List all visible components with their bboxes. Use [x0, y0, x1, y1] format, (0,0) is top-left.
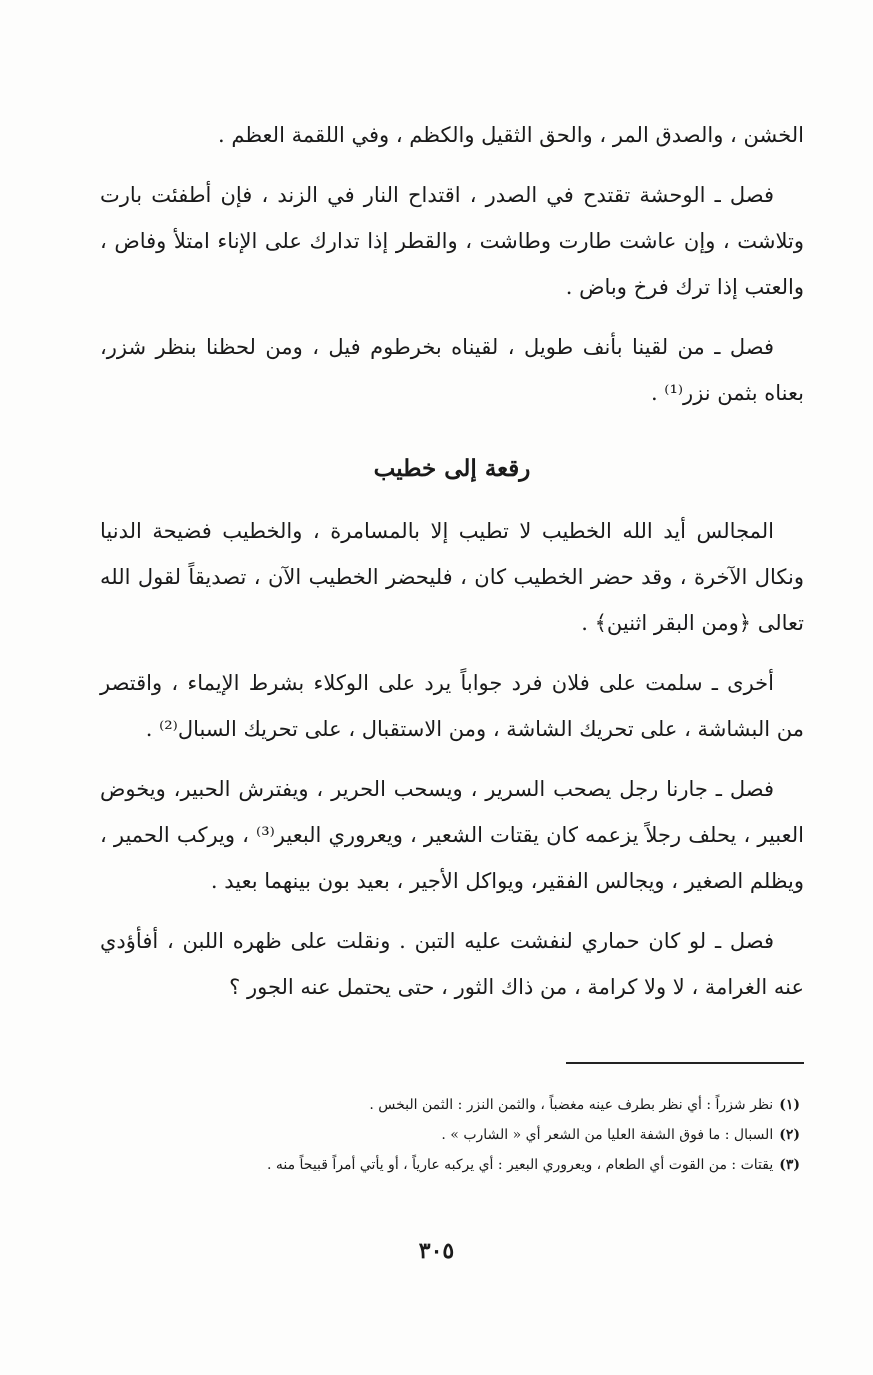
paragraph-jaruna: فصل ـ جارنا رجل يصحب السرير ، ويسحب الحرير ، ويفترش الحبير، ويخوض العبير ، يحلف رجلاً يزعمه كان يقتات الشعير ، ويعروري البعير⁽³⁾ ، ويركب الحمير ، ويظلم الصغير ، ويجالس الفقير، ويواكل الأجير ، بعيد بون بينهما بعيد . [100, 777, 804, 893]
footnotes [100, 1090, 800, 1180]
footnote-text: يقتات : من القوت أي الطعام ، ويعروري البعير : أي يركبه عارياً ، أو يأتي أمراً قبيحاً منه . [266, 1157, 774, 1173]
paragraph-himari: فصل ـ لو كان حماري لنفشت عليه التبن . ونقلت على ظهره اللبن ، أفأؤدي عنه الغرامة ، لا ولا كرامة ، من ذاك الثور ، حتى يحتمل عنه الجور ؟ [100, 929, 804, 999]
paragraph-majalis: المجالس أيد الله الخطيب لا تطيب إلا بالمسامرة ، والخطيب فضيحة الدنيا ونكال الآخرة ، وقد حضر الخطيب كان ، فليحضر الخطيب الآن ، تصديقاً لقول الله تعالى ﴿ومن البقر اثنين﴾ . [100, 519, 804, 635]
paragraph-wahsha: فصل ـ الوحشة تقتدح في الصدر ، اقتداح النار في الزند ، فإن أطفئت بارت وتلاشت ، وإن عاشت طارت وطاشت ، والقطر إذا تدارك على الإناء امتلأ وفاض ، والعتب إذا ترك فرخ وباض . [100, 183, 804, 299]
lower-text-block [100, 508, 804, 1010]
paragraph-anf: فصل ـ من لقينا بأنف طويل ، لقيناه بخرطوم فيل ، ومن لحظنا بنظر شزر، بعناه بثمن نزر⁽¹⁾ . [100, 335, 804, 405]
footnote-text: نظر شزراً : أي نظر بطرف عينه مغضباً ، والثمن النزر : الثمن البخس . [369, 1097, 774, 1113]
footnote-text: السبال : ما فوق الشفة العليا من الشعر أي « الشارب » . [441, 1127, 774, 1143]
footnote-2 [100, 1120, 800, 1150]
footnote-3 [100, 1150, 800, 1180]
page-number: ٣٠٥ [418, 1238, 455, 1264]
upper-text-block [100, 112, 804, 416]
footnote-number: (١) [779, 1097, 800, 1113]
paragraph-ukhra: أخرى ـ سلمت على فلان فرد جواباً يرد على الوكلاء بشرط الإيماء ، واقتصر من البشاشة ، على تحريك الشاشة ، ومن الاستقبال ، على تحريك السبال⁽²⁾ . [100, 671, 804, 741]
section-heading: رقعة إلى خطيب [373, 455, 531, 482]
footnote-number: (٢) [779, 1127, 800, 1143]
footnote-divider [566, 1062, 804, 1064]
footnote-1 [100, 1090, 800, 1120]
paragraph-continuation: الخشن ، والصدق المر ، والحق الثقيل والكظم ، وفي اللقمة العظم . [218, 123, 804, 147]
footnote-number: (٣) [779, 1157, 800, 1173]
